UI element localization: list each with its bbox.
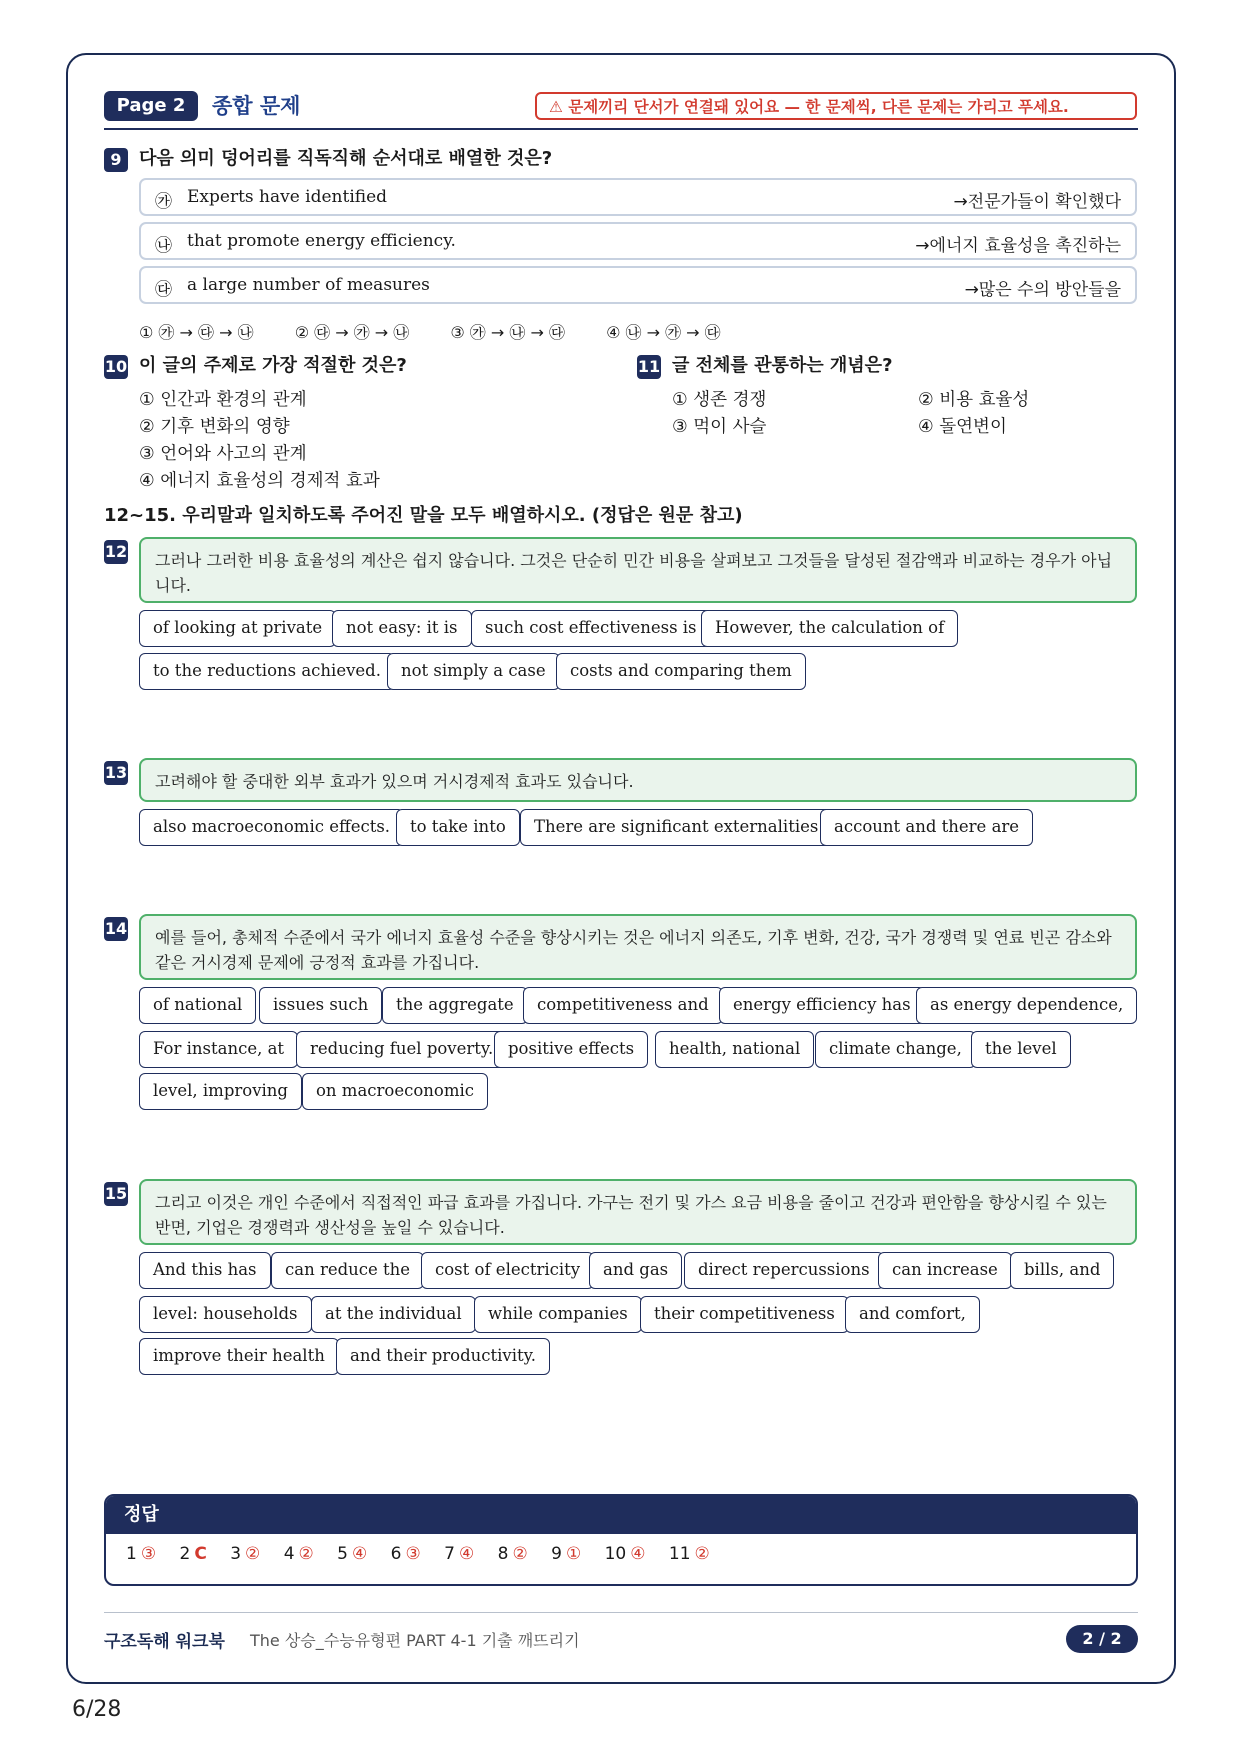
option-1[interactable]: ① 생존 경쟁 — [672, 390, 767, 410]
option-3[interactable]: ③ 언어와 사고의 관계 — [139, 444, 307, 464]
word-tile[interactable]: bills, and — [1010, 1252, 1114, 1289]
korean-sentence-box: 고려해야 할 중대한 외부 효과가 있으며 거시경제적 효과도 있습니다. — [139, 758, 1137, 802]
word-tile[interactable]: However, the calculation of — [701, 610, 958, 647]
question-number-11: 11 — [637, 355, 661, 379]
answer-item: 3 ② — [230, 1544, 261, 1564]
word-tile[interactable]: And this has — [139, 1252, 271, 1289]
question-number-12: 12 — [104, 540, 128, 564]
word-tile[interactable]: to take into — [396, 809, 520, 846]
word-tile[interactable]: of looking at private — [139, 610, 336, 647]
korean-sentence-box: 그러나 그러한 비용 효율성의 계산은 쉽지 않습니다. 그것은 단순히 민간 비용을 살펴보고 그것들을 달성된 절감액과 비교하는 경우가 아닙니다. — [139, 537, 1137, 603]
answer-key-title: 정답 — [106, 1496, 1136, 1534]
option-2[interactable]: ② 기후 변화의 영향 — [139, 417, 290, 437]
word-tile[interactable]: level, improving — [139, 1073, 302, 1110]
instruction-12-15: 12~15. 우리말과 일치하도록 주어진 말을 모두 배열하시오. (정답은 원문 참고) — [104, 505, 743, 526]
answer-item: 9 ① — [551, 1544, 582, 1564]
warning-banner: ⚠ 문제끼리 단서가 연결돼 있어요 — 한 문제씩, 다른 문제는 가리고 푸세요. — [535, 92, 1137, 120]
question-text-11: 글 전체를 관통하는 개념은? — [672, 355, 893, 376]
word-tile[interactable]: to the reductions achieved. — [139, 653, 395, 690]
korean-sentence-box: 그리고 이것은 개인 수준에서 직접적인 파급 효과를 가집니다. 가구는 전기 및 가스 요금 비용을 줄이고 건강과 편안함을 향상시킬 수 있는 반면, 기업은 경쟁력과 생산성을 높일 수 있습니다. — [139, 1179, 1137, 1245]
answer-item: 1 ③ — [126, 1544, 157, 1564]
word-tile[interactable]: positive effects — [494, 1031, 648, 1068]
word-tile[interactable]: improve their health — [139, 1338, 339, 1375]
footer-workbook-title: 구조독해 워크북 — [104, 1632, 225, 1652]
sheet-number: 6/28 — [72, 1697, 122, 1722]
option-1[interactable]: ① 인간과 환경의 관계 — [139, 390, 307, 410]
answer-item: 8 ② — [497, 1544, 528, 1564]
word-tile[interactable]: issues such — [259, 987, 382, 1024]
word-tile[interactable]: the level — [971, 1031, 1071, 1068]
word-tile[interactable]: their competitiveness — [640, 1296, 849, 1333]
option-4[interactable]: ④ 에너지 효율성의 경제적 효과 — [139, 471, 380, 491]
question-9-options — [139, 320, 757, 343]
word-tile[interactable]: can increase — [878, 1252, 1012, 1289]
word-tile[interactable]: while companies — [474, 1296, 642, 1333]
answer-item: 6 ③ — [390, 1544, 421, 1564]
word-tile[interactable]: account and there are — [820, 809, 1033, 846]
page-badge: Page 2 — [104, 91, 198, 121]
option-4[interactable]: ④ ㉯ → ㉮ → ㉰ — [606, 323, 721, 342]
option-2[interactable]: ② 비용 효율성 — [918, 390, 1030, 410]
word-tile[interactable]: on macroeconomic — [302, 1073, 488, 1110]
word-tile[interactable]: of national — [139, 987, 256, 1024]
section-title: 종합 문제 — [212, 94, 301, 118]
word-tile[interactable]: costs and comparing them — [556, 653, 806, 690]
question-number-10: 10 — [104, 355, 128, 379]
question-text-9: 다음 의미 덩어리를 직독직해 순서대로 배열한 것은? — [139, 148, 553, 169]
word-tile[interactable]: as energy dependence, — [916, 987, 1137, 1024]
answer-item: 5 ④ — [337, 1544, 368, 1564]
option-1[interactable]: ① ㉮ → ㉰ → ㉯ — [139, 323, 254, 342]
answer-item: 10 ④ — [604, 1544, 646, 1564]
answer-item: 11 ② — [668, 1544, 710, 1564]
word-tile[interactable]: and comfort, — [845, 1296, 980, 1333]
question-text-10: 이 글의 주제로 가장 적절한 것은? — [139, 355, 407, 376]
word-tile[interactable]: energy efficiency has — [719, 987, 925, 1024]
word-tile[interactable]: not easy: it is — [332, 610, 472, 647]
chunk-korean: →전문가들이 확인했다 — [953, 192, 1121, 212]
option-2[interactable]: ② ㉰ → ㉮ → ㉯ — [294, 323, 410, 342]
header-divider — [104, 128, 1138, 130]
answer-key-box — [104, 1494, 1138, 1586]
chunk-mark: ㉰ — [155, 280, 172, 300]
chunk-korean: →에너지 효율성을 촉진하는 — [915, 236, 1121, 256]
word-tile[interactable]: such cost effectiveness is — [471, 610, 711, 647]
answer-item: 2 C — [179, 1544, 207, 1564]
word-tile[interactable]: climate change, — [815, 1031, 976, 1068]
chunk-row-ga — [139, 178, 1137, 216]
footer-page-indicator: 2 / 2 — [1066, 1625, 1138, 1653]
word-tile[interactable]: health, national — [655, 1031, 814, 1068]
question-number-13: 13 — [104, 761, 128, 785]
word-tile[interactable]: For instance, at — [139, 1031, 298, 1068]
word-tile[interactable]: at the individual — [311, 1296, 476, 1333]
chunk-mark: ㉮ — [155, 192, 172, 212]
question-number-15: 15 — [104, 1182, 128, 1206]
chunk-row-da — [139, 266, 1137, 304]
chunk-korean: →많은 수의 방안들을 — [964, 280, 1121, 300]
footer-subtitle: The 상승_수능유형편 PART 4-1 기출 깨뜨리기 — [250, 1631, 580, 1650]
chunk-english: Experts have identified — [187, 187, 388, 207]
chunk-english: a large number of measures — [187, 275, 430, 295]
question-number-9: 9 — [104, 148, 128, 172]
chunk-mark: ㉯ — [155, 236, 172, 256]
option-4[interactable]: ④ 돌연변이 — [918, 417, 1007, 437]
word-tile[interactable]: and gas — [589, 1252, 682, 1289]
word-tile[interactable]: the aggregate — [382, 987, 528, 1024]
korean-sentence-box: 예를 들어, 총체적 수준에서 국가 에너지 효율성 수준을 향상시키는 것은 에너지 의존도, 기후 변화, 건강, 국가 경쟁력 및 연료 빈곤 감소와 같은 거시경제 문제에 긍정적 효과를 가집니다. — [139, 914, 1137, 980]
word-tile[interactable]: reducing fuel poverty. — [296, 1031, 507, 1068]
word-tile[interactable]: cost of electricity — [421, 1252, 594, 1289]
answer-key-list — [106, 1534, 1136, 1564]
word-tile[interactable]: competitiveness and — [523, 987, 723, 1024]
word-tile[interactable]: not simply a case — [387, 653, 560, 690]
word-tile[interactable]: and their productivity. — [336, 1338, 550, 1375]
option-3[interactable]: ③ 먹이 사슬 — [672, 417, 767, 437]
answer-item: 4 ② — [283, 1544, 314, 1564]
word-tile[interactable]: There are significant externalities — [520, 809, 832, 846]
word-tile[interactable]: level: households — [139, 1296, 312, 1333]
word-tile[interactable]: can reduce the — [271, 1252, 424, 1289]
chunk-row-na — [139, 222, 1137, 260]
chunk-english: that promote energy efficiency. — [187, 231, 456, 251]
footer-divider — [104, 1612, 1138, 1613]
option-3[interactable]: ③ ㉮ → ㉯ → ㉰ — [450, 323, 565, 342]
answer-item: 7 ④ — [444, 1544, 475, 1564]
question-number-14: 14 — [104, 917, 128, 941]
word-tile[interactable]: also macroeconomic effects. — [139, 809, 404, 846]
word-tile[interactable]: direct repercussions — [684, 1252, 884, 1289]
